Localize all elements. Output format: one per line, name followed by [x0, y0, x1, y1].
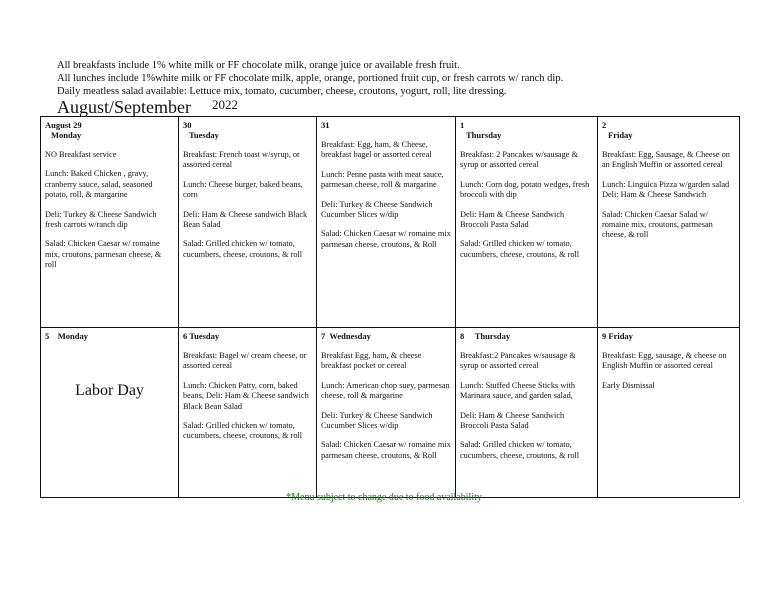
menu-item: Salad: Grilled chicken w/ tomato, cucumbers, cheese, croutons, & roll [460, 239, 580, 259]
menu-calendar [40, 116, 740, 498]
menu-item: Breakfast Egg, ham, & cheese breakfast pocket or cereal [321, 351, 422, 371]
day-cell-aug-30 [179, 117, 317, 328]
menu-item: Lunch: Chicken Patty, corn, baked beans, Deli: Ham & Cheese sandwich Black Bean Salad [183, 380, 309, 411]
day-cell-sep-7 [317, 328, 456, 498]
day-header: 31 [321, 120, 330, 130]
menu-item: Deli: Turkey & Cheese Sandwich Cucumber Slices w/dip [321, 410, 433, 431]
footer-note: *Menu subject to change due to food availability [286, 492, 482, 503]
week-row-2 [41, 328, 740, 498]
holiday-label: Labor Day [75, 382, 144, 399]
month-title: August/September [57, 97, 191, 117]
menu-item: Deli: Ham & Cheese Sandwich Broccoli Pasta Salad [460, 209, 565, 230]
menu-item: Breakfast: French toast w/syrup, or assorted cereal [183, 150, 300, 170]
menu-item: Lunch: Penne pasta with meat sauce, parmesan cheese, roll & margarine [321, 169, 444, 190]
menu-item: Lunch: Corn dog, potato wedges, fresh broccoli with dip [460, 179, 590, 200]
menu-item: Salad: Grilled chicken w/ tomato, cucumbers, cheese, croutons, & roll [460, 440, 580, 460]
lunch-note: All lunches include 1%white milk or FF chocolate milk, apple, orange, portioned fruit cup, or fresh carrots w/ ranch dip. [57, 73, 564, 84]
day-cell-aug-29 [41, 117, 179, 328]
menu-item: Lunch: Cheese burger, baked beans, corn [183, 179, 303, 200]
page-title [57, 97, 238, 118]
menu-item: Lunch: Stuffed Cheese Sticks with Marinara sauce, and garden salad, [460, 380, 576, 401]
menu-item: Salad: Grilled chicken w/ tomato, cucumbers, cheese, croutons, & roll [183, 239, 303, 259]
day-header: 9 Friday [602, 331, 633, 341]
menu-item: Salad: Grilled chicken w/ tomato, cucumbers, cheese, croutons, & roll [183, 421, 303, 441]
menu-item: Breakfast: 2 Pancakes w/sausage & syrup or assorted cereal [460, 150, 578, 170]
menu-item: Lunch: American chop suey, parmesan cheese, roll & margarine [321, 380, 450, 401]
menu-item: Salad: Chicken Caesar w/ romaine mix parmesan cheese, croutons, & Roll [321, 440, 451, 460]
day-cell-aug-31 [317, 117, 456, 328]
menu-item: NO Breakfast service [45, 150, 117, 159]
day-header: 1 Thursday [460, 120, 502, 140]
menu-notes [57, 59, 563, 98]
day-cell-sep-8 [456, 328, 598, 498]
day-cell-sep-2 [598, 117, 740, 328]
menu-item: Deli: Turkey & Cheese Sandwich fresh carrots w/ranch dip [45, 209, 157, 230]
menu-item: Deli: Turkey & Cheese Sandwich Cucumber Slices w/dip [321, 199, 433, 220]
menu-item: Lunch: Linguica Pizza w/garden salad Deli: Ham & Cheese Sandwich [602, 179, 730, 200]
menu-item: Breakfast: Egg, Sausage, & Cheese on an English Muffin or assorted cereal [602, 150, 730, 170]
menu-item: Breakfast: Egg, ham, & Cheese, breakfast bagel or assorted cereal [321, 140, 432, 160]
day-header: 7 Wednesday [321, 331, 371, 341]
salad-note: Daily meatless salad available: Lettuce mix, tomato, cucumber, cheese, croutons, yogurt, roll, lite dressing. [57, 86, 507, 97]
day-header: August 29 Monday [45, 120, 82, 140]
menu-item: Breakfast: Egg, sausage, & cheese on English Muffin or assorted cereal [602, 351, 727, 371]
menu-item: Deli: Ham & Cheese Sandwich Broccoli Pasta Salad [460, 410, 565, 431]
menu-item: Early Dismissal [602, 380, 655, 390]
day-header: 30 Tuesday [183, 120, 219, 140]
breakfast-note: All breakfasts include 1% white milk or FF chocolate milk, orange juice or available fresh fruit. [57, 60, 460, 71]
menu-item: Salad: Chicken Caesar w/ romaine mix parmesan cheese, croutons, & Roll [321, 229, 451, 249]
day-cell-sep-5 [41, 328, 179, 498]
menu-item: Salad: Chicken Caesar Salad w/ romaine mix, croutons, parmesan cheese, & roll [602, 209, 713, 240]
day-cell-sep-6 [179, 328, 317, 498]
day-header: 5 Monday [45, 331, 88, 341]
menu-item: Breakfast:2 Pancakes w/sausage & syrup or assorted cereal [460, 351, 576, 371]
menu-item: Deli: Ham & Cheese sandwich Black Bean Salad [183, 209, 308, 230]
day-cell-sep-1 [456, 117, 598, 328]
day-header: 8 Thursday [460, 331, 511, 341]
menu-item: Lunch: Baked Chicken , gravy, cranberry sauce, salad, seasoned potato, roll, & margarine [45, 169, 153, 200]
year-label: 2022 [212, 97, 238, 112]
day-header: 2 Friday [602, 120, 633, 140]
menu-item: Salad: Chicken Caesar w/ romaine mix, croutons, parmesan cheese, & roll [45, 239, 162, 270]
week-row-1 [41, 117, 740, 328]
day-header: 6 Tuesday [183, 331, 220, 341]
menu-item: Breakfast: Bagel w/ cream cheese, or assorted cereal [183, 351, 307, 371]
day-cell-sep-9 [598, 328, 740, 498]
